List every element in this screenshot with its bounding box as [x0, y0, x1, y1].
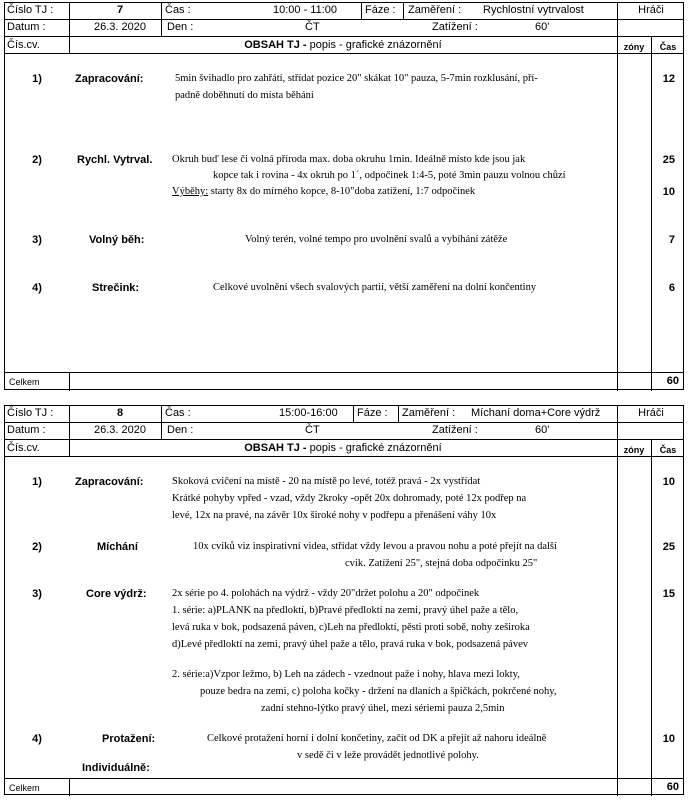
exercise-number: 1) [32, 476, 42, 488]
faze-label: Fáze : [357, 407, 388, 419]
hraci-label: Hráči [638, 407, 664, 419]
exercise-number: 2) [32, 154, 42, 166]
cislo-value: 7 [116, 4, 124, 16]
cas-label: Čas : [165, 407, 191, 419]
cas-value: 15:00-16:00 [279, 407, 338, 419]
obsah-heading: OBSAH TJ - popis - grafické znázornění [244, 39, 442, 51]
exercise-name: Volný běh: [89, 234, 145, 246]
zamereni-value: Rychlostní vytrvalost [483, 4, 584, 16]
exercise-time: 25 [662, 541, 675, 553]
cas-col-label: Čas [659, 445, 677, 455]
datum-value: 26.3. 2020 [94, 424, 146, 436]
exercise-name: Strečink: [92, 282, 140, 294]
total-time: 60 [666, 375, 679, 387]
den-label: Den : [167, 21, 194, 33]
exercise-time: 6 [668, 282, 675, 294]
exercise-name: Core výdrž: [86, 588, 147, 600]
zatizeni-label: Zatížení : [432, 21, 478, 33]
celkem-label: Celkem [9, 783, 40, 793]
exercise-name: Zapracování: [75, 476, 144, 488]
zatizeni-label: Zatížení : [432, 424, 478, 436]
datum-label: Datum : [7, 21, 46, 33]
celkem-label: Celkem [9, 377, 40, 387]
exercise-name: Míchání [97, 541, 138, 553]
exercise-time: 7 [668, 234, 675, 246]
exercise-description: 2. série:a)Vzpor ležmo, b) Leh na zádech - vzednout paže i nohy, hlava mezi lokty, [172, 669, 520, 680]
zony-label: zóny [623, 445, 645, 455]
exercise-description: Celkové uvolnění všech svalových partií, větší zaměření na dolní končentiny [213, 282, 537, 293]
hraci-label: Hráči [638, 4, 664, 16]
exercise-description: levé, 12x na pravé, na závěr 10x široké nohy v podřepu a přenášení váhy 10x [172, 510, 497, 521]
datum-label: Datum : [7, 424, 46, 436]
cislo-label: Číslo TJ : [7, 407, 54, 419]
exercise-number: 2) [32, 541, 42, 553]
exercise-description: Krátké pohyby vpřed - vzad, vždy 2kroky -opět 20x dohromady, poté 12x podřep na [172, 493, 527, 504]
exercise-time: 15 [662, 588, 675, 600]
exercise-description: Volný terén, volné tempo pro uvolnění svalů a vybíhání zátěže [245, 234, 508, 245]
exercise-description: Okruh buď lese či volná příroda max. doba okruhu 1min. Ideálně místo kde jsou jak [172, 154, 526, 165]
exercise-number: 4) [32, 733, 42, 745]
exercise-description: 5min švihadlo pro zahřátí, střídat pozice 20" skákat 10" pauza, 5-7min rozklusání, pří- [175, 73, 538, 84]
cas-label: Čas : [165, 4, 191, 16]
exercise-description: cvik. Zatížení 25", stejná doba odpočinku 25" [345, 558, 538, 569]
zamereni-label: Zaměření : [408, 4, 462, 16]
exercise-number: 4) [32, 282, 42, 294]
cas-value: 10:00 - 11:00 [273, 4, 338, 16]
exercise-description: kopce tak i rovina - 4x okruh po 1´, odpočinek 1:4-5, poté 3min pauzu volnou chůzí [213, 170, 566, 181]
exercise-description: 10x cviků viz inspirativní videa, střídat vždy levou a pravou nohu a poté přejít na další [193, 541, 557, 552]
exercise-time: 12 [662, 73, 675, 85]
cislo-label: Číslo TJ : [7, 4, 54, 16]
obsah-heading: OBSAH TJ - popis - grafické znázornění [244, 442, 442, 454]
zatizeni-value: 60' [535, 21, 550, 33]
exercise-description: d)Levé předloktí na zemi, pravý úhel paže a tělo, pravá ruka v bok, podsazená pávev [172, 639, 528, 650]
exercise-description: pouze bedra na zemi, c) poloha kočky - držení na dlaních a špičkách, pokrčené nohy, [200, 686, 557, 697]
exercise-description: padně doběhnutí do místa běhání [175, 90, 314, 101]
exercise-description: Celkové protažení horní i dolní končetiny, začít od DK a přejít až nahoru ideálně [207, 733, 547, 744]
exercise-time: 10 [662, 476, 675, 488]
exercise-description: Výběhy: starty 8x do mírného kopce, 8-10"doba zatížení, 1:7 odpočinek [172, 186, 476, 197]
exercise-time: 25 [662, 154, 675, 166]
den-value: ČT [305, 424, 320, 436]
total-time: 60 [666, 781, 679, 793]
exercise-description: 1. série: a)PLANK na předloktí, b)Pravé předloktí na zemi, pravý úhel paže a tělo, [172, 605, 519, 616]
zatizeni-value: 60' [535, 424, 550, 436]
exercise-time-2: 10 [662, 186, 675, 198]
zony-label: zóny [623, 42, 645, 52]
exercise-number: 3) [32, 234, 42, 246]
exercise-description: 2x série po 4. polohách na výdrž - vždy 20"držet polohu a 20" odpočinek [172, 588, 480, 599]
exercise-description: levá ruka v bok, podsazená páven, c)Leh na předloktí, pěsti proti sobě, nohy zeširoka [172, 622, 530, 633]
exercise-description: zadní stehno-lýtko pravý úhel, mezi sériemi pauza 2,5min [261, 703, 505, 714]
exercise-number: 1) [32, 73, 42, 85]
zamereni-value: Míchaní doma+Core výdrž [471, 407, 601, 419]
cis-cv-label: Čís.cv. [7, 39, 40, 51]
exercise-description: v sedě či v leže provádět jednotlivé polohy. [297, 750, 479, 761]
datum-value: 26.3. 2020 [94, 21, 146, 33]
cas-col-label: Čas [659, 42, 677, 52]
cis-cv-label: Čís.cv. [7, 442, 40, 454]
den-label: Den : [167, 424, 194, 436]
cislo-value: 8 [116, 407, 124, 419]
exercise-name-secondary: Individuálně: [82, 762, 150, 774]
exercise-description: Skoková cvičení na místě - 20 na místě po levé, totéž pravá - 2x vystřídat [172, 476, 481, 487]
exercise-name: Zapracování: [75, 73, 144, 85]
exercise-time: 10 [662, 733, 675, 745]
training-sheet-2 [4, 405, 684, 795]
exercise-number: 3) [32, 588, 42, 600]
exercise-name: Rychl. Vytrval. [77, 154, 153, 166]
faze-label: Fáze : [365, 4, 396, 16]
zamereni-label: Zaměření : [402, 407, 456, 419]
exercise-name: Protažení: [102, 733, 156, 745]
den-value: ČT [305, 21, 320, 33]
training-sheet-1 [4, 2, 684, 390]
